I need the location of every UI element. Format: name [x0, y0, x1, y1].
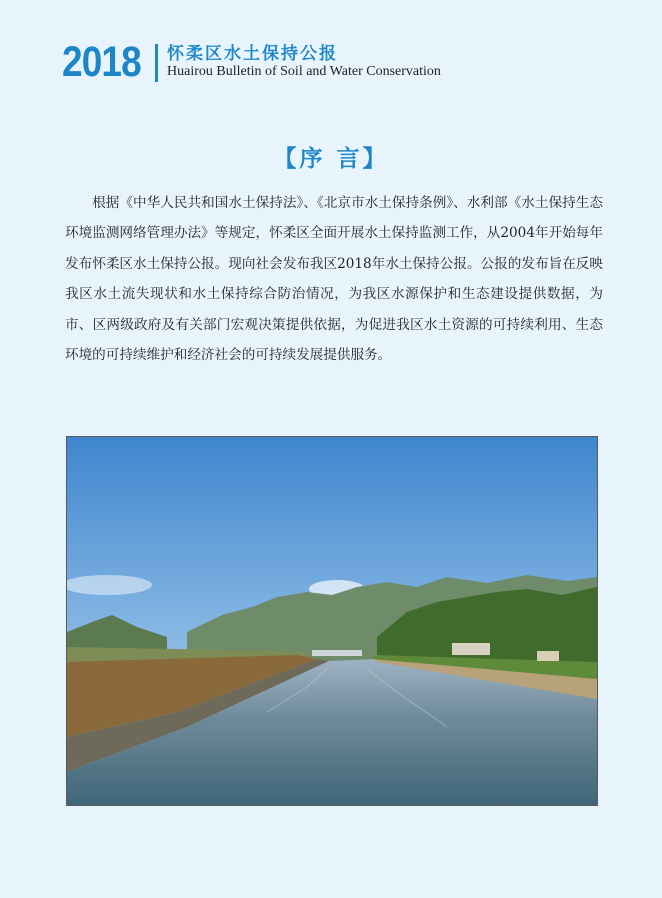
- river-landscape-illustration: [67, 437, 597, 805]
- bridge: [312, 650, 362, 656]
- bulletin-year: 2018: [62, 38, 141, 86]
- section-heading-preface: 【序 言】: [273, 146, 389, 172]
- bulletin-title-english: Huairou Bulletin of Soil and Water Conservation: [167, 64, 441, 79]
- landscape-photo: [66, 436, 598, 806]
- building: [452, 643, 490, 655]
- header-divider: [155, 44, 158, 82]
- preface-paragraph: 根据《中华人民共和国水土保持法》、《北京市水土保持条例》、水利部《水土保持生态环境监测网络管理办法》等规定，怀柔区全面开展水土保持监测工作，从2004年开始每年发布怀柔区水土保持公报。现向社会发布我区2018年水土保持公报。公报的发布旨在反映我区水土流失现状和水土保持综合防治情况，为我区水源保护和生态建设提供数据，为市、区两级政府及有关部门宏观决策提供依据，为促进我区水土资源的可持续利用、生态环境的可持续维护和经济社会的可持续发展提供服务。: [65, 195, 603, 364]
- building: [537, 651, 559, 661]
- bulletin-title-chinese: 怀柔区水土保持公报: [167, 44, 338, 64]
